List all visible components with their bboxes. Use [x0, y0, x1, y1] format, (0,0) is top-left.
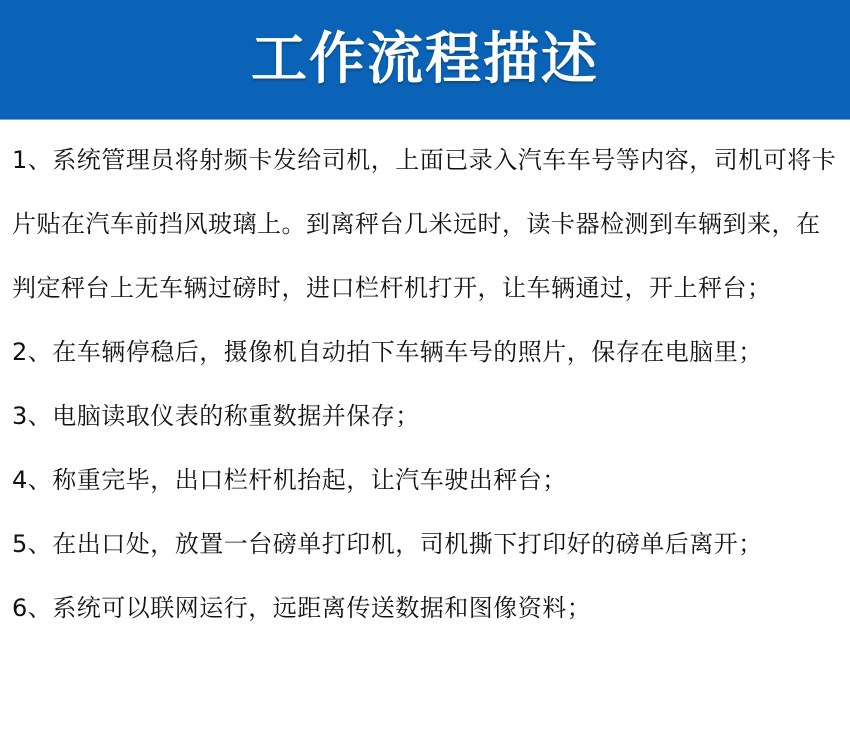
workflow-step-4: 4、称重完毕，出口栏杆机抬起，让汽车驶出秤台； [12, 466, 567, 494]
workflow-step-2: 2、在车辆停稳后，摄像机自动拍下车辆车号的照片，保存在电脑里； [12, 338, 763, 366]
page-title: 工作流程描述 [251, 26, 599, 92]
title-banner [0, 0, 850, 120]
workflow-step-1: 1、系统管理员将射频卡发给司机，上面已录入汽车车号等内容，司机可将卡片贴在汽车前挡风玻璃上。到离秤台几米远时，读卡器检测到车辆到来，在判定秤台上无车辆过磅时，进口栏杆机打开，让车辆通过，开上秤台； [12, 146, 837, 302]
workflow-description [12, 128, 838, 640]
workflow-step-6: 6、系统可以联网运行，远距离传送数据和图像资料； [12, 594, 592, 622]
workflow-step-5: 5、在出口处，放置一台磅单打印机，司机撕下打印好的磅单后离开； [12, 530, 763, 558]
workflow-step-3: 3、电脑读取仪表的称重数据并保存； [12, 402, 420, 430]
